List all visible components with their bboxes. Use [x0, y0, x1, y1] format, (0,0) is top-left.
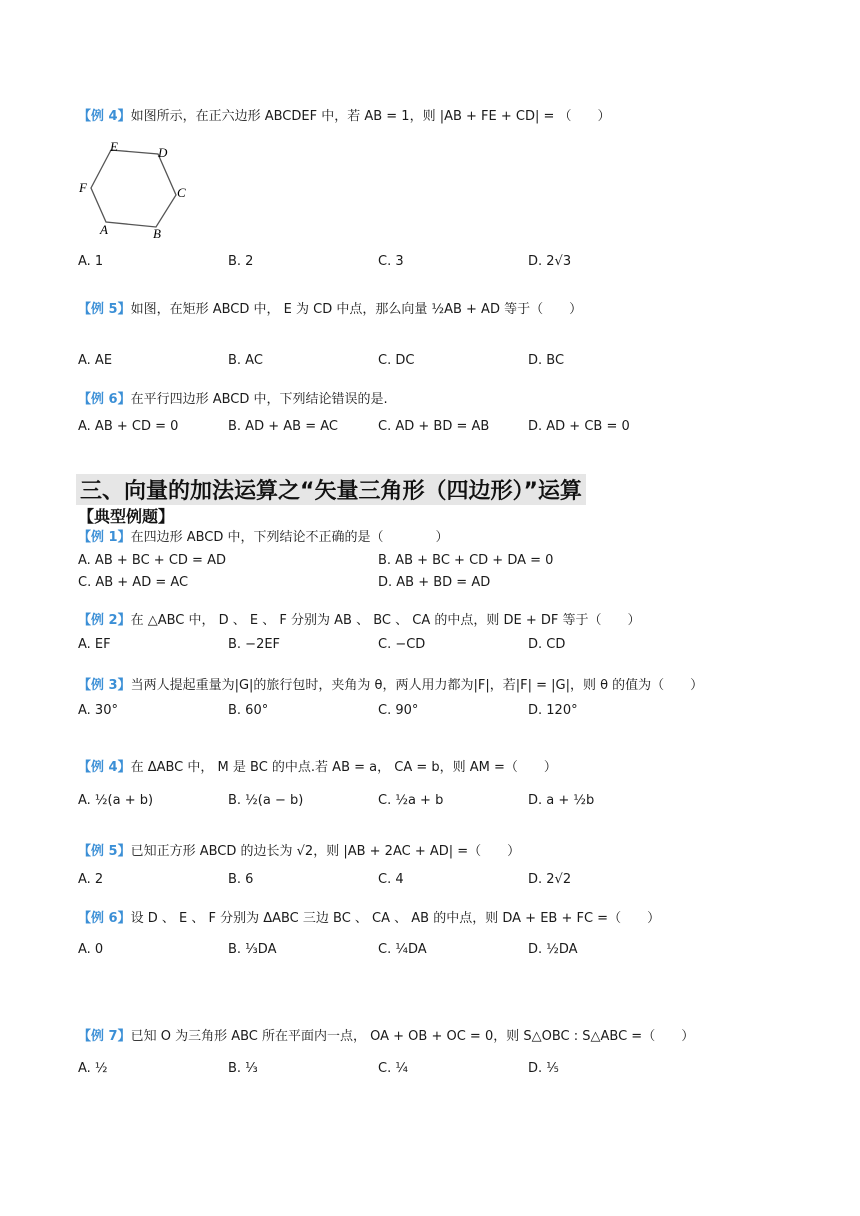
question-text: 在 ΔABC 中， M 是 BC 的中点.若 AB = a， CA = b，则 AM =（ ）: [130, 760, 557, 775]
option-b: B. AC: [228, 353, 263, 368]
question-tag: 【例 7】: [78, 1029, 131, 1044]
option-c: C. 90°: [378, 703, 419, 718]
question-1: [78, 528, 449, 548]
option-b: B. 60°: [228, 703, 269, 718]
question-text: 如图所示，在正六边形 ABCDEF 中，若 AB = 1，则 |AB + FE + CD| = （ ）: [130, 109, 611, 124]
option-a: A. AB + CD = 0: [78, 419, 179, 434]
option-a: A. ½(a + b): [78, 793, 154, 808]
hexagon-label-f: F: [79, 180, 87, 195]
question-text: 当两人提起重量为|G|的旅行包时，夹角为 θ，两人用力都为|F|，若|F| = |G|，则 θ 的值为（ ）: [130, 678, 704, 693]
option-d: D. ⅕: [528, 1061, 559, 1076]
option-d: D. 2√2: [528, 872, 572, 887]
question-3: [78, 676, 703, 696]
option-b: B. ½(a − b): [228, 793, 304, 808]
option-d: D. CD: [528, 637, 566, 652]
question-text: 在 △ABC 中， D 、 E 、 F 分别为 AB 、 BC 、 CA 的中点，则 DE + DF 等于（ ）: [130, 613, 641, 628]
question-text: 在平行四边形 ABCD 中，下列结论错误的是.: [130, 392, 388, 407]
question-ex6a: [78, 390, 388, 410]
question-tag: 【例 5】: [78, 844, 131, 859]
question-tag: 【例 4】: [78, 109, 131, 124]
option-c: C. AB + AD = AC: [78, 575, 189, 590]
option-c: C. 4: [378, 872, 404, 887]
option-a: A. ½: [78, 1061, 108, 1076]
question-text: 如图，在矩形 ABCD 中， E 为 CD 中点，那么向量 ½AB + AD 等于（ ）: [130, 302, 583, 317]
option-a: A. 0: [78, 942, 104, 957]
option-b: B. ⅓DA: [228, 942, 277, 957]
option-a: A. 2: [78, 872, 104, 887]
option-c: C. −CD: [378, 637, 426, 652]
hexagon-figure: [76, 140, 196, 240]
question-text: 在四边形 ABCD 中，下列结论不正确的是（ ）: [130, 530, 449, 545]
question-ex4a: [78, 107, 611, 127]
option-a: A. 1: [78, 254, 104, 269]
option-d: D. a + ½b: [528, 793, 595, 808]
section-title: 三、向量的加法运算之“矢量三角形（四边形）”运算: [76, 474, 586, 505]
option-b: B. ⅓: [228, 1061, 258, 1076]
hexagon-label-a: A: [100, 222, 108, 237]
option-a: A. AB + BC + CD = AD: [78, 553, 226, 568]
option-c: C. ½a + b: [378, 793, 444, 808]
option-c: C. ¼: [378, 1061, 408, 1076]
question-2: [78, 611, 640, 631]
hexagon-label-e: E: [110, 140, 118, 154]
option-b: B. 6: [228, 872, 254, 887]
option-d: D. AD + CB = 0: [528, 419, 630, 434]
question-tag: 【例 3】: [78, 678, 131, 693]
option-b: B. AD + AB = AC: [228, 419, 338, 434]
option-d: D. AB + BD = AD: [378, 575, 491, 590]
question-text: 设 D 、 E 、 F 分别为 ΔABC 三边 BC 、 CA 、 AB 的中点，则 DA + EB + FC =（ ）: [130, 911, 661, 926]
question-tag: 【例 1】: [78, 530, 131, 545]
option-c: C. AD + BD = AB: [378, 419, 490, 434]
section-subtitle: 【典型例题】: [78, 507, 175, 526]
option-b: B. −2EF: [228, 637, 281, 652]
question-text: 已知正方形 ABCD 的边长为 √2，则 |AB + 2AC + AD| =（ ）: [130, 844, 521, 859]
option-c: C. ¼DA: [378, 942, 427, 957]
hexagon-label-c: C: [177, 185, 186, 200]
option-c: C. DC: [378, 353, 415, 368]
option-d: D. 2√3: [528, 254, 572, 269]
question-tag: 【例 4】: [78, 760, 131, 775]
question-tag: 【例 6】: [78, 392, 131, 407]
option-a: A. AE: [78, 353, 113, 368]
question-7: [78, 1027, 694, 1047]
hexagon-label-b: B: [153, 226, 161, 240]
question-4: [78, 758, 557, 778]
question-tag: 【例 2】: [78, 613, 131, 628]
question-tag: 【例 5】: [78, 302, 131, 317]
question-tag: 【例 6】: [78, 911, 131, 926]
question-5: [78, 842, 520, 862]
option-a: A. EF: [78, 637, 111, 652]
hexagon-label-d: D: [158, 145, 168, 160]
option-d: D. BC: [528, 353, 565, 368]
option-b: B. 2: [228, 254, 254, 269]
option-d: D. 120°: [528, 703, 578, 718]
option-c: C. 3: [378, 254, 404, 269]
option-b: B. AB + BC + CD + DA = 0: [378, 553, 554, 568]
option-d: D. ½DA: [528, 942, 578, 957]
question-text: 已知 O 为三角形 ABC 所在平面内一点， OA + OB + OC = 0，则 S△OBC : S△ABC =（ ）: [130, 1029, 695, 1044]
option-a: A. 30°: [78, 703, 118, 718]
question-ex5a: [78, 300, 582, 320]
question-6: [78, 909, 660, 929]
